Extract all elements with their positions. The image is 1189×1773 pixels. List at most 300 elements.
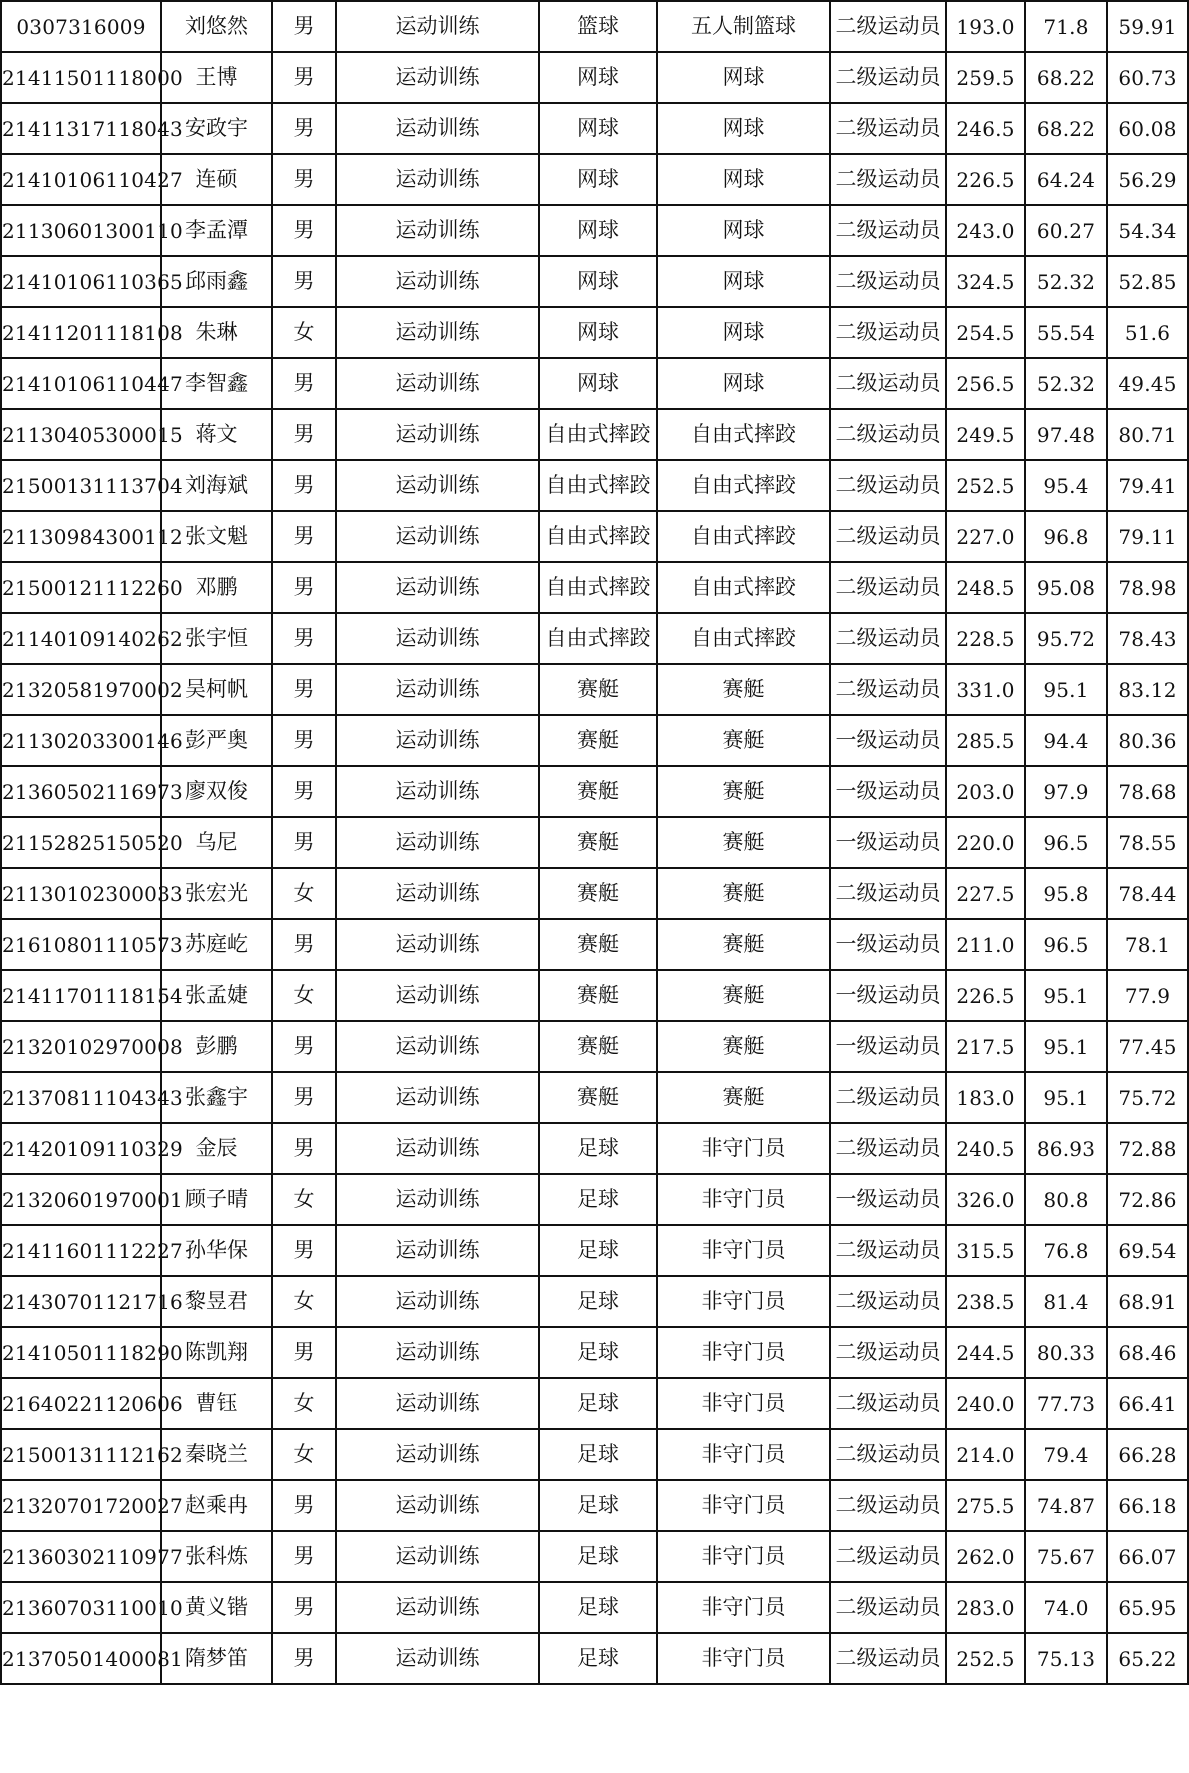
- cell-score-special: 77.73: [1025, 1378, 1107, 1429]
- cell-exam-number: 21500131113704: [1, 460, 161, 511]
- cell-athlete-level: 一级运动员: [830, 715, 946, 766]
- cell-sport: 足球: [539, 1531, 657, 1582]
- cell-student-name: 乌尼: [161, 817, 272, 868]
- cell-major: 运动训练: [336, 1582, 539, 1633]
- cell-athlete-level: 二级运动员: [830, 52, 946, 103]
- cell-event: 网球: [657, 358, 830, 409]
- cell-student-name: 孙华保: [161, 1225, 272, 1276]
- cell-score-special: 96.8: [1025, 511, 1107, 562]
- cell-student-name: 邱雨鑫: [161, 256, 272, 307]
- cell-event: 自由式摔跤: [657, 562, 830, 613]
- table-row: [1, 970, 1188, 1021]
- cell-score-composite: 60.73: [1107, 52, 1188, 103]
- cell-student-name: 陈凯翔: [161, 1327, 272, 1378]
- cell-event: 网球: [657, 154, 830, 205]
- cell-student-name: 曹钰: [161, 1378, 272, 1429]
- cell-event: 网球: [657, 205, 830, 256]
- cell-score-total: 217.5: [946, 1021, 1025, 1072]
- cell-athlete-level: 二级运动员: [830, 1582, 946, 1633]
- table-row: [1, 1480, 1188, 1531]
- cell-exam-number: 21410106110427: [1, 154, 161, 205]
- cell-score-composite: 68.91: [1107, 1276, 1188, 1327]
- cell-score-total: 249.5: [946, 409, 1025, 460]
- cell-score-special: 95.8: [1025, 868, 1107, 919]
- cell-athlete-level: 二级运动员: [830, 868, 946, 919]
- cell-athlete-level: 一级运动员: [830, 919, 946, 970]
- cell-score-total: 259.5: [946, 52, 1025, 103]
- table-row: [1, 1276, 1188, 1327]
- cell-sport: 足球: [539, 1429, 657, 1480]
- cell-score-total: 256.5: [946, 358, 1025, 409]
- cell-athlete-level: 二级运动员: [830, 664, 946, 715]
- table-row: [1, 613, 1188, 664]
- cell-gender: 男: [272, 1021, 336, 1072]
- table-row: [1, 1327, 1188, 1378]
- cell-gender: 男: [272, 358, 336, 409]
- cell-score-total: 248.5: [946, 562, 1025, 613]
- cell-major: 运动训练: [336, 664, 539, 715]
- cell-score-composite: 66.41: [1107, 1378, 1188, 1429]
- cell-athlete-level: 二级运动员: [830, 1123, 946, 1174]
- cell-event: 赛艇: [657, 664, 830, 715]
- cell-student-name: 黎昱君: [161, 1276, 272, 1327]
- cell-student-name: 彭严奥: [161, 715, 272, 766]
- cell-gender: 女: [272, 1276, 336, 1327]
- cell-score-special: 86.93: [1025, 1123, 1107, 1174]
- cell-event: 赛艇: [657, 1072, 830, 1123]
- cell-score-special: 75.13: [1025, 1633, 1107, 1684]
- cell-score-total: 254.5: [946, 307, 1025, 358]
- cell-student-name: 苏庭屹: [161, 919, 272, 970]
- cell-exam-number: 21320102970008: [1, 1021, 161, 1072]
- cell-exam-number: 21130601300110: [1, 205, 161, 256]
- cell-event: 非守门员: [657, 1174, 830, 1225]
- cell-exam-number: 21360703110010: [1, 1582, 161, 1633]
- cell-score-special: 97.9: [1025, 766, 1107, 817]
- cell-score-special: 68.22: [1025, 103, 1107, 154]
- cell-score-special: 55.54: [1025, 307, 1107, 358]
- table-row: [1, 154, 1188, 205]
- cell-score-total: 240.5: [946, 1123, 1025, 1174]
- cell-student-name: 张宇恒: [161, 613, 272, 664]
- cell-score-special: 97.48: [1025, 409, 1107, 460]
- cell-major: 运动训练: [336, 1327, 539, 1378]
- cell-score-composite: 66.18: [1107, 1480, 1188, 1531]
- cell-score-special: 94.4: [1025, 715, 1107, 766]
- cell-score-total: 331.0: [946, 664, 1025, 715]
- cell-major: 运动训练: [336, 205, 539, 256]
- cell-student-name: 彭鹏: [161, 1021, 272, 1072]
- cell-score-total: 275.5: [946, 1480, 1025, 1531]
- cell-sport: 网球: [539, 154, 657, 205]
- cell-score-composite: 78.98: [1107, 562, 1188, 613]
- cell-event: 网球: [657, 256, 830, 307]
- cell-major: 运动训练: [336, 1123, 539, 1174]
- cell-gender: 男: [272, 1072, 336, 1123]
- cell-major: 运动训练: [336, 1225, 539, 1276]
- cell-student-name: 金辰: [161, 1123, 272, 1174]
- cell-score-special: 74.87: [1025, 1480, 1107, 1531]
- cell-exam-number: 21152825150520: [1, 817, 161, 868]
- cell-score-composite: 56.29: [1107, 154, 1188, 205]
- cell-event: 非守门员: [657, 1378, 830, 1429]
- cell-score-special: 60.27: [1025, 205, 1107, 256]
- cell-athlete-level: 二级运动员: [830, 1225, 946, 1276]
- cell-event: 自由式摔跤: [657, 409, 830, 460]
- cell-exam-number: 21411601112227: [1, 1225, 161, 1276]
- cell-student-name: 秦晓兰: [161, 1429, 272, 1480]
- cell-gender: 男: [272, 919, 336, 970]
- table-row: [1, 256, 1188, 307]
- cell-event: 非守门员: [657, 1327, 830, 1378]
- cell-score-special: 52.32: [1025, 256, 1107, 307]
- table-row: [1, 868, 1188, 919]
- cell-athlete-level: 二级运动员: [830, 460, 946, 511]
- cell-score-total: 240.0: [946, 1378, 1025, 1429]
- cell-score-total: 246.5: [946, 103, 1025, 154]
- table-row: [1, 766, 1188, 817]
- cell-major: 运动训练: [336, 766, 539, 817]
- cell-score-total: 243.0: [946, 205, 1025, 256]
- cell-gender: 男: [272, 1327, 336, 1378]
- cell-major: 运动训练: [336, 511, 539, 562]
- cell-gender: 男: [272, 256, 336, 307]
- cell-exam-number: 21640221120606: [1, 1378, 161, 1429]
- cell-event: 非守门员: [657, 1225, 830, 1276]
- cell-sport: 足球: [539, 1276, 657, 1327]
- cell-athlete-level: 二级运动员: [830, 1, 946, 52]
- cell-score-total: 193.0: [946, 1, 1025, 52]
- cell-sport: 网球: [539, 256, 657, 307]
- cell-event: 网球: [657, 307, 830, 358]
- cell-athlete-level: 一级运动员: [830, 1021, 946, 1072]
- cell-score-total: 228.5: [946, 613, 1025, 664]
- cell-sport: 网球: [539, 103, 657, 154]
- cell-exam-number: 21430701121716: [1, 1276, 161, 1327]
- cell-student-name: 蒋文: [161, 409, 272, 460]
- cell-major: 运动训练: [336, 1429, 539, 1480]
- cell-sport: 赛艇: [539, 868, 657, 919]
- cell-athlete-level: 二级运动员: [830, 256, 946, 307]
- cell-major: 运动训练: [336, 256, 539, 307]
- cell-event: 非守门员: [657, 1123, 830, 1174]
- cell-exam-number: 21140109140262: [1, 613, 161, 664]
- cell-exam-number: 0307316009: [1, 1, 161, 52]
- cell-score-composite: 49.45: [1107, 358, 1188, 409]
- cell-sport: 足球: [539, 1225, 657, 1276]
- cell-score-special: 95.1: [1025, 1021, 1107, 1072]
- cell-sport: 网球: [539, 205, 657, 256]
- cell-gender: 男: [272, 1633, 336, 1684]
- cell-score-composite: 65.22: [1107, 1633, 1188, 1684]
- cell-exam-number: 21411201118108: [1, 307, 161, 358]
- cell-student-name: 安政宇: [161, 103, 272, 154]
- cell-score-special: 80.33: [1025, 1327, 1107, 1378]
- cell-gender: 男: [272, 511, 336, 562]
- cell-gender: 男: [272, 766, 336, 817]
- cell-exam-number: 21610801110573: [1, 919, 161, 970]
- cell-athlete-level: 一级运动员: [830, 970, 946, 1021]
- cell-student-name: 王博: [161, 52, 272, 103]
- cell-score-composite: 59.91: [1107, 1, 1188, 52]
- cell-score-composite: 78.1: [1107, 919, 1188, 970]
- cell-score-composite: 69.54: [1107, 1225, 1188, 1276]
- cell-score-total: 283.0: [946, 1582, 1025, 1633]
- cell-sport: 足球: [539, 1633, 657, 1684]
- cell-gender: 男: [272, 562, 336, 613]
- cell-sport: 网球: [539, 307, 657, 358]
- cell-major: 运动训练: [336, 1531, 539, 1582]
- cell-athlete-level: 二级运动员: [830, 1633, 946, 1684]
- cell-athlete-level: 二级运动员: [830, 358, 946, 409]
- cell-score-total: 238.5: [946, 1276, 1025, 1327]
- cell-exam-number: 21130405300015: [1, 409, 161, 460]
- cell-score-special: 95.4: [1025, 460, 1107, 511]
- cell-score-composite: 66.07: [1107, 1531, 1188, 1582]
- cell-sport: 自由式摔跤: [539, 511, 657, 562]
- cell-major: 运动训练: [336, 868, 539, 919]
- cell-gender: 女: [272, 1174, 336, 1225]
- cell-event: 非守门员: [657, 1531, 830, 1582]
- cell-athlete-level: 二级运动员: [830, 103, 946, 154]
- cell-major: 运动训练: [336, 409, 539, 460]
- table-row: [1, 715, 1188, 766]
- table-body: [1, 1, 1188, 1684]
- cell-score-total: 285.5: [946, 715, 1025, 766]
- cell-exam-number: 21320601970001: [1, 1174, 161, 1225]
- cell-student-name: 刘海斌: [161, 460, 272, 511]
- cell-student-name: 张鑫宇: [161, 1072, 272, 1123]
- cell-score-total: 244.5: [946, 1327, 1025, 1378]
- cell-gender: 男: [272, 1225, 336, 1276]
- cell-event: 自由式摔跤: [657, 511, 830, 562]
- cell-student-name: 刘悠然: [161, 1, 272, 52]
- cell-sport: 足球: [539, 1174, 657, 1225]
- cell-exam-number: 21130102300033: [1, 868, 161, 919]
- cell-student-name: 廖双俊: [161, 766, 272, 817]
- cell-sport: 赛艇: [539, 715, 657, 766]
- cell-score-special: 96.5: [1025, 919, 1107, 970]
- cell-event: 赛艇: [657, 1021, 830, 1072]
- cell-athlete-level: 二级运动员: [830, 1531, 946, 1582]
- cell-gender: 男: [272, 1, 336, 52]
- cell-sport: 自由式摔跤: [539, 409, 657, 460]
- cell-event: 非守门员: [657, 1582, 830, 1633]
- cell-score-composite: 79.41: [1107, 460, 1188, 511]
- cell-score-composite: 78.55: [1107, 817, 1188, 868]
- cell-exam-number: 21411501118000: [1, 52, 161, 103]
- cell-athlete-level: 二级运动员: [830, 613, 946, 664]
- cell-score-special: 95.1: [1025, 1072, 1107, 1123]
- cell-event: 自由式摔跤: [657, 460, 830, 511]
- table-row: [1, 1021, 1188, 1072]
- cell-score-special: 71.8: [1025, 1, 1107, 52]
- cell-event: 自由式摔跤: [657, 613, 830, 664]
- cell-score-composite: 52.85: [1107, 256, 1188, 307]
- cell-athlete-level: 二级运动员: [830, 1480, 946, 1531]
- cell-gender: 男: [272, 409, 336, 460]
- table-row: [1, 664, 1188, 715]
- cell-score-composite: 65.95: [1107, 1582, 1188, 1633]
- table-row: [1, 1633, 1188, 1684]
- table-row: [1, 1429, 1188, 1480]
- cell-exam-number: 21320701720027: [1, 1480, 161, 1531]
- cell-score-composite: 80.36: [1107, 715, 1188, 766]
- cell-score-special: 95.1: [1025, 664, 1107, 715]
- cell-student-name: 李孟潭: [161, 205, 272, 256]
- cell-event: 非守门员: [657, 1429, 830, 1480]
- cell-score-total: 214.0: [946, 1429, 1025, 1480]
- cell-athlete-level: 二级运动员: [830, 1072, 946, 1123]
- table-row: [1, 460, 1188, 511]
- cell-score-total: 252.5: [946, 460, 1025, 511]
- cell-gender: 男: [272, 205, 336, 256]
- cell-exam-number: 21360302110977: [1, 1531, 161, 1582]
- cell-student-name: 吴柯帆: [161, 664, 272, 715]
- cell-major: 运动训练: [336, 103, 539, 154]
- cell-exam-number: 21370811104343: [1, 1072, 161, 1123]
- cell-major: 运动训练: [336, 715, 539, 766]
- cell-score-composite: 72.86: [1107, 1174, 1188, 1225]
- cell-sport: 篮球: [539, 1, 657, 52]
- cell-sport: 足球: [539, 1582, 657, 1633]
- cell-event: 赛艇: [657, 919, 830, 970]
- cell-sport: 自由式摔跤: [539, 562, 657, 613]
- cell-score-composite: 75.72: [1107, 1072, 1188, 1123]
- cell-score-special: 95.08: [1025, 562, 1107, 613]
- cell-score-composite: 72.88: [1107, 1123, 1188, 1174]
- table-row: [1, 511, 1188, 562]
- cell-major: 运动训练: [336, 817, 539, 868]
- cell-student-name: 顾子晴: [161, 1174, 272, 1225]
- cell-gender: 男: [272, 715, 336, 766]
- cell-sport: 赛艇: [539, 970, 657, 1021]
- cell-score-total: 324.5: [946, 256, 1025, 307]
- cell-major: 运动训练: [336, 562, 539, 613]
- cell-score-composite: 78.43: [1107, 613, 1188, 664]
- cell-score-special: 68.22: [1025, 52, 1107, 103]
- cell-exam-number: 21360502116973: [1, 766, 161, 817]
- cell-sport: 赛艇: [539, 1072, 657, 1123]
- cell-gender: 男: [272, 1531, 336, 1582]
- cell-gender: 女: [272, 307, 336, 358]
- cell-athlete-level: 二级运动员: [830, 1276, 946, 1327]
- cell-sport: 自由式摔跤: [539, 460, 657, 511]
- cell-student-name: 张宏光: [161, 868, 272, 919]
- cell-sport: 足球: [539, 1123, 657, 1174]
- cell-score-total: 211.0: [946, 919, 1025, 970]
- cell-exam-number: 21411701118154: [1, 970, 161, 1021]
- cell-exam-number: 21410106110365: [1, 256, 161, 307]
- table-row: [1, 1582, 1188, 1633]
- cell-gender: 男: [272, 613, 336, 664]
- cell-student-name: 张科炼: [161, 1531, 272, 1582]
- cell-score-total: 203.0: [946, 766, 1025, 817]
- cell-athlete-level: 一级运动员: [830, 1174, 946, 1225]
- cell-score-special: 74.0: [1025, 1582, 1107, 1633]
- cell-score-composite: 77.9: [1107, 970, 1188, 1021]
- cell-gender: 男: [272, 154, 336, 205]
- cell-major: 运动训练: [336, 154, 539, 205]
- cell-student-name: 邓鹏: [161, 562, 272, 613]
- cell-gender: 男: [272, 1582, 336, 1633]
- cell-gender: 女: [272, 868, 336, 919]
- cell-sport: 网球: [539, 52, 657, 103]
- table-row: [1, 562, 1188, 613]
- table-row: [1, 409, 1188, 460]
- cell-gender: 男: [272, 664, 336, 715]
- cell-student-name: 连硕: [161, 154, 272, 205]
- cell-score-total: 227.5: [946, 868, 1025, 919]
- cell-score-special: 96.5: [1025, 817, 1107, 868]
- cell-gender: 男: [272, 1123, 336, 1174]
- cell-major: 运动训练: [336, 358, 539, 409]
- table-row: [1, 1225, 1188, 1276]
- cell-score-total: 226.5: [946, 154, 1025, 205]
- cell-score-special: 95.72: [1025, 613, 1107, 664]
- cell-event: 非守门员: [657, 1276, 830, 1327]
- cell-exam-number: 21411317118043: [1, 103, 161, 154]
- cell-event: 五人制篮球: [657, 1, 830, 52]
- cell-score-special: 76.8: [1025, 1225, 1107, 1276]
- cell-exam-number: 21130984300112: [1, 511, 161, 562]
- table-row: [1, 358, 1188, 409]
- cell-score-total: 326.0: [946, 1174, 1025, 1225]
- cell-student-name: 黄义锴: [161, 1582, 272, 1633]
- cell-athlete-level: 二级运动员: [830, 562, 946, 613]
- cell-athlete-level: 二级运动员: [830, 1378, 946, 1429]
- cell-event: 赛艇: [657, 970, 830, 1021]
- cell-score-total: 315.5: [946, 1225, 1025, 1276]
- cell-score-composite: 54.34: [1107, 205, 1188, 256]
- cell-sport: 足球: [539, 1480, 657, 1531]
- cell-athlete-level: 一级运动员: [830, 766, 946, 817]
- cell-student-name: 赵乘冉: [161, 1480, 272, 1531]
- cell-score-composite: 68.46: [1107, 1327, 1188, 1378]
- cell-major: 运动训练: [336, 1378, 539, 1429]
- cell-gender: 男: [272, 103, 336, 154]
- table-row: [1, 205, 1188, 256]
- cell-sport: 足球: [539, 1327, 657, 1378]
- cell-major: 运动训练: [336, 1633, 539, 1684]
- cell-score-total: 220.0: [946, 817, 1025, 868]
- cell-student-name: 朱琳: [161, 307, 272, 358]
- cell-athlete-level: 二级运动员: [830, 307, 946, 358]
- table-row: [1, 817, 1188, 868]
- cell-exam-number: 21420109110329: [1, 1123, 161, 1174]
- cell-score-special: 64.24: [1025, 154, 1107, 205]
- cell-gender: 男: [272, 52, 336, 103]
- cell-athlete-level: 二级运动员: [830, 154, 946, 205]
- cell-major: 运动训练: [336, 1021, 539, 1072]
- cell-major: 运动训练: [336, 1276, 539, 1327]
- cell-exam-number: 21370501400081: [1, 1633, 161, 1684]
- cell-score-composite: 80.71: [1107, 409, 1188, 460]
- cell-exam-number: 21410501118290: [1, 1327, 161, 1378]
- cell-exam-number: 21410106110447: [1, 358, 161, 409]
- cell-student-name: 张文魁: [161, 511, 272, 562]
- table-row: [1, 52, 1188, 103]
- cell-exam-number: 21130203300146: [1, 715, 161, 766]
- cell-score-special: 80.8: [1025, 1174, 1107, 1225]
- table-row: [1, 1123, 1188, 1174]
- cell-athlete-level: 二级运动员: [830, 1327, 946, 1378]
- table-row: [1, 1, 1188, 52]
- cell-event: 赛艇: [657, 766, 830, 817]
- cell-gender: 女: [272, 970, 336, 1021]
- cell-score-composite: 79.11: [1107, 511, 1188, 562]
- table-row: [1, 1174, 1188, 1225]
